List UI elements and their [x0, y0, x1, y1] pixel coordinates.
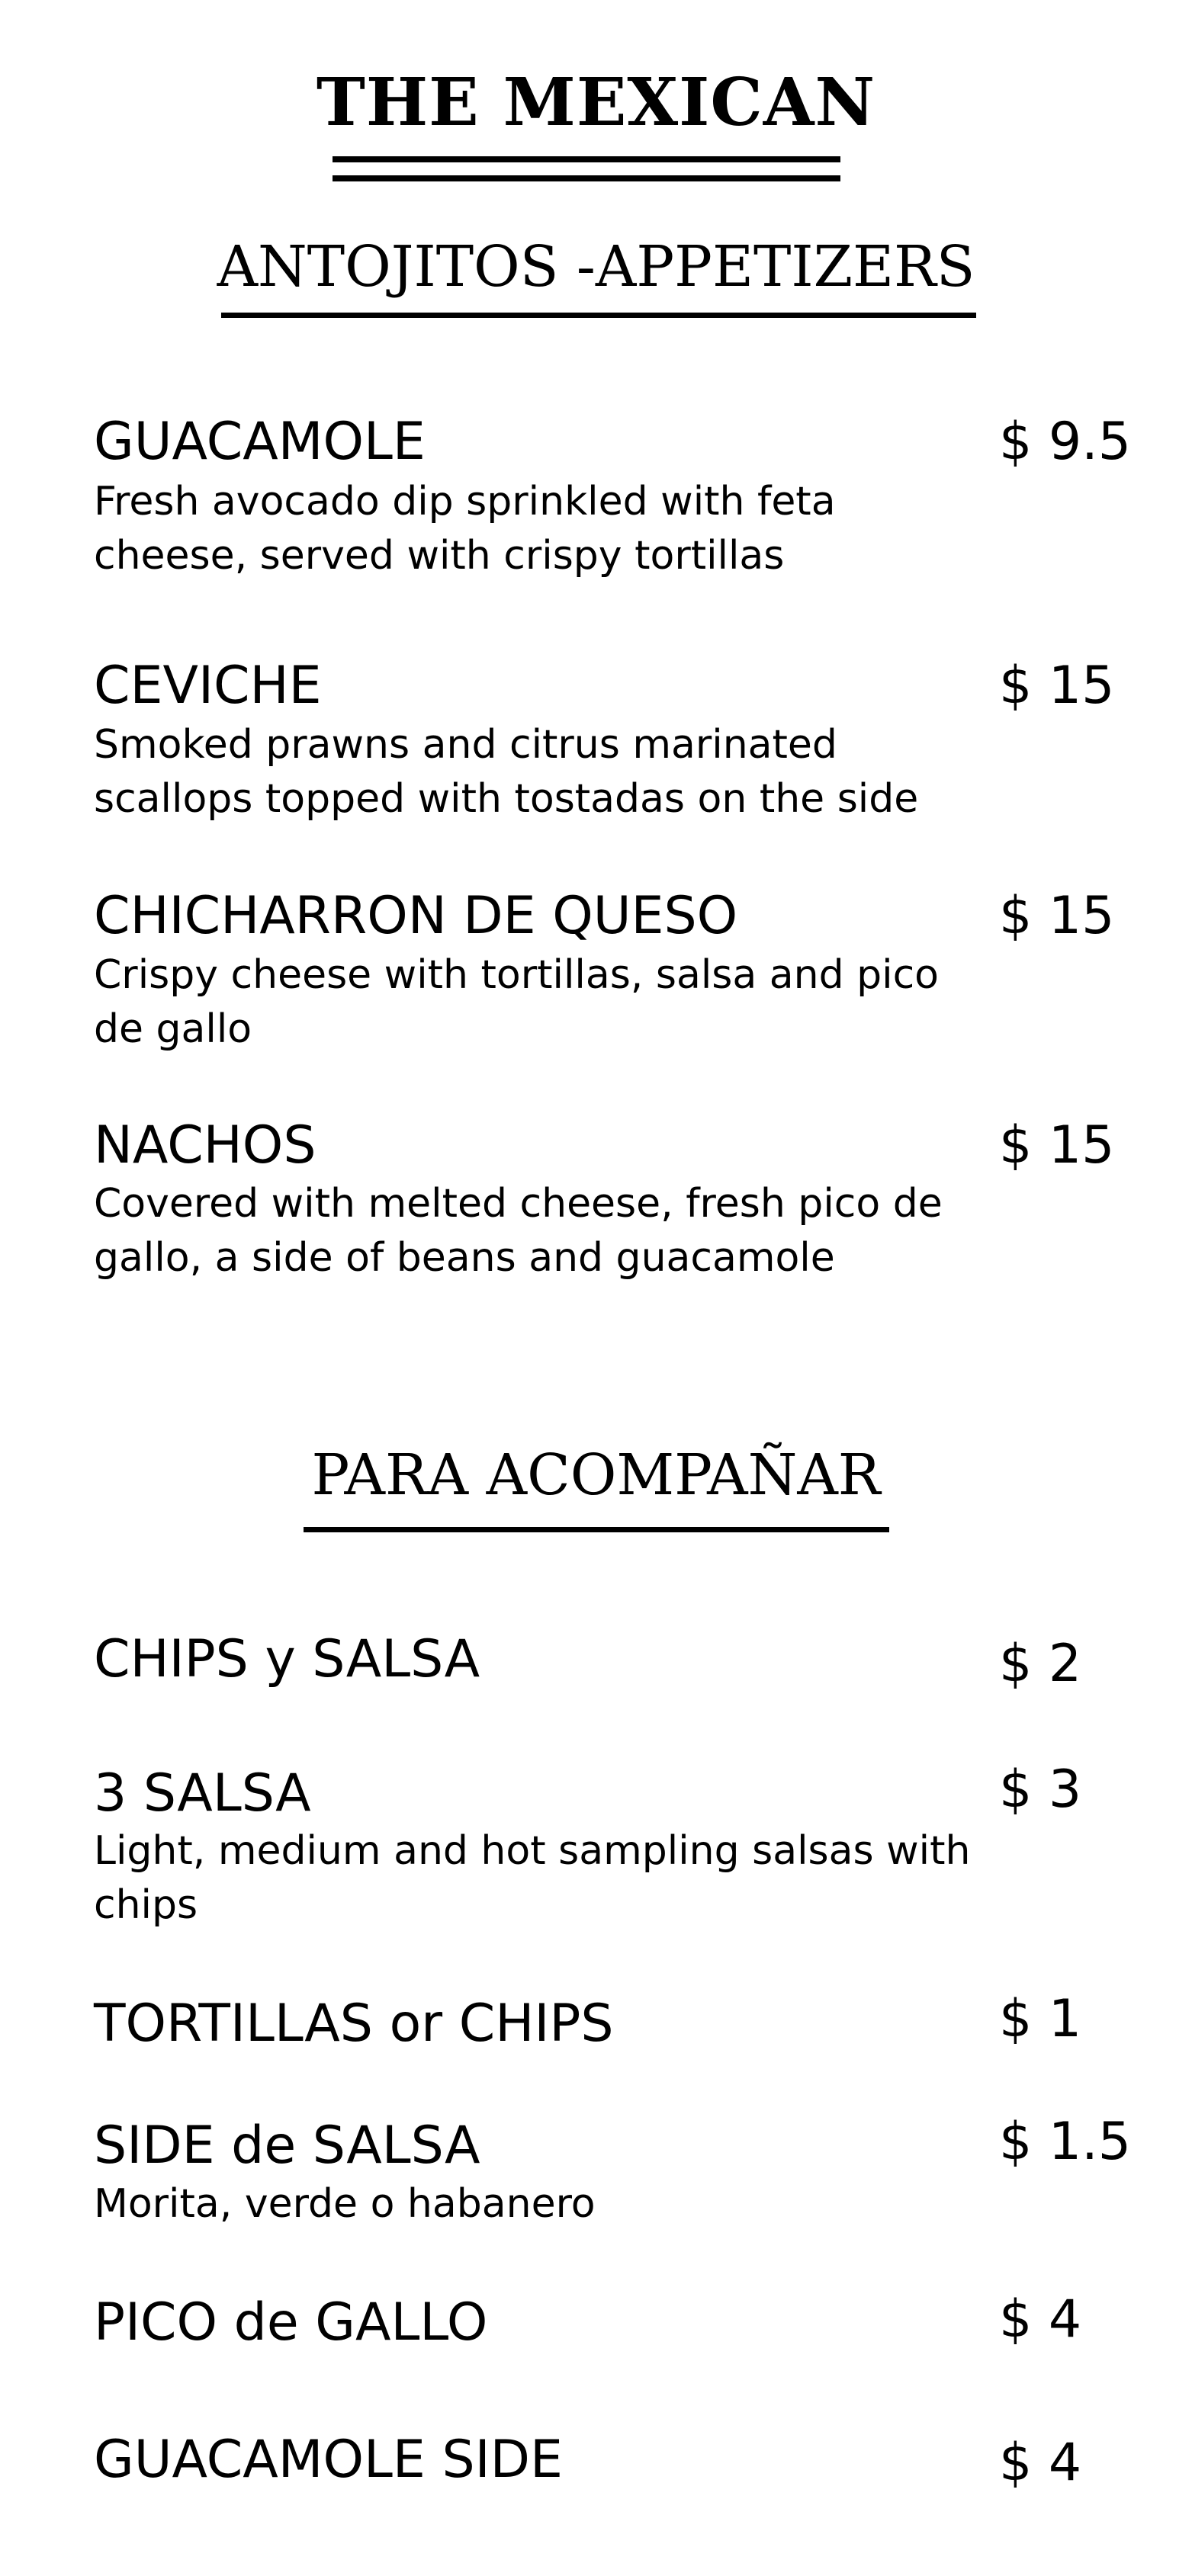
item-name: 3 SALSA [94, 1763, 311, 1824]
item-description: Morita, verde o habanero [94, 2181, 596, 2227]
item-name: TORTILLAS or CHIPS [94, 1994, 614, 2054]
item-name: GUACAMOLE [94, 412, 426, 472]
item-price: $ 1.5 [999, 2112, 1132, 2172]
item-name: GUACAMOLE SIDE [94, 2430, 563, 2490]
item-name: PICO de GALLO [94, 2292, 488, 2353]
item-name: CHIPS y SALSA [94, 1629, 480, 1689]
item-price: $ 3 [999, 1760, 1082, 1820]
title-divider [333, 156, 840, 162]
section-heading-appetizers: ANTOJITOS -APPETIZERS [217, 234, 975, 300]
section-heading-divider [304, 1527, 889, 1532]
section-heading-sides: PARA ACOMPAÑAR [311, 1442, 881, 1508]
item-price: $ 15 [999, 1115, 1115, 1176]
item-name: NACHOS [94, 1115, 316, 1176]
item-name: CHICHARRON DE QUESO [94, 886, 738, 946]
menu-title: THE MEXICAN [316, 64, 876, 141]
item-price: $ 15 [999, 656, 1115, 716]
item-name: SIDE de SALSA [94, 2116, 480, 2176]
title-divider [333, 175, 840, 181]
item-price: $ 15 [999, 886, 1115, 946]
item-price: $ 4 [999, 2289, 1082, 2350]
item-description: Covered with melted cheese, fresh pico de gallo, a side of beans and guacamole [94, 1181, 943, 1281]
item-price: $ 9.5 [999, 412, 1132, 472]
item-description: Fresh avocado dip sprinkled with feta cheese, served with crispy tortillas [94, 479, 836, 579]
item-price: $ 2 [999, 1634, 1082, 1694]
section-heading-divider [221, 313, 976, 318]
item-name: CEVICHE [94, 656, 322, 716]
item-description: Smoked prawns and citrus marinated scallops topped with tostadas on the side [94, 722, 919, 822]
item-price: $ 4 [999, 2433, 1082, 2493]
item-description: Crispy cheese with tortillas, salsa and pico de gallo [94, 952, 939, 1052]
item-description: Light, medium and hot sampling salsas with chips [94, 1828, 971, 1928]
item-price: $ 1 [999, 1989, 1082, 2049]
